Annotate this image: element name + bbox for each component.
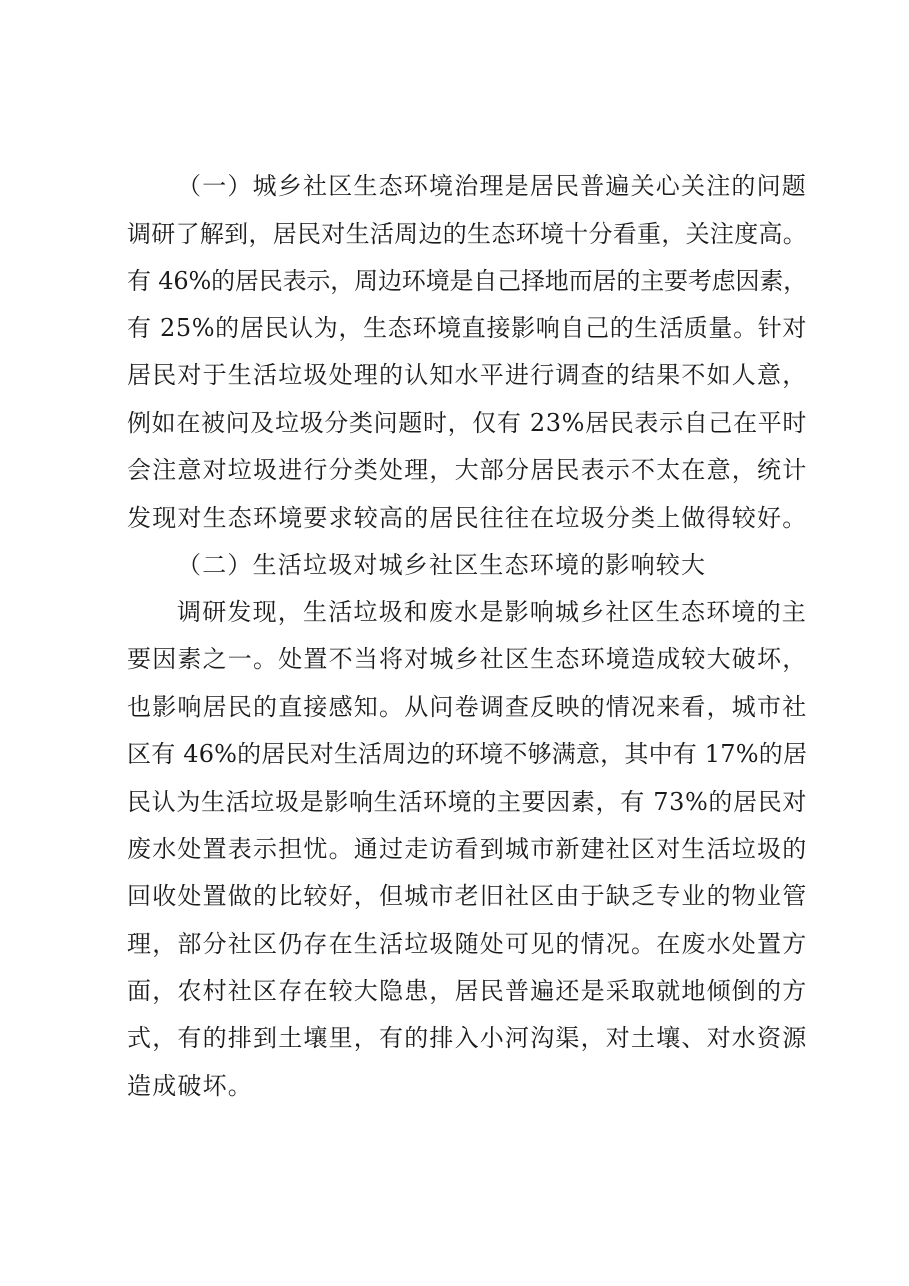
paragraph-1-line: 会注意对垃圾进行分类处理，大部分居民表示不太在意，统计 <box>127 456 808 484</box>
paragraph-2-line: 区有 46%的居民对生活周边的环境不够满意，其中有 17%的居 <box>127 740 808 768</box>
paragraph-2-line: 面，农村社区存在较大隐患，居民普遍还是采取就地倾倒的方 <box>127 977 808 1005</box>
paragraph-2-line: 民认为生活垃圾是影响生活环境的主要因素，有 73%的居民对 <box>127 788 807 816</box>
paragraph-2-first-line: 调研发现，生活垃圾和废水是影响城乡社区生态环境的主 <box>177 598 807 626</box>
paragraph-1-line: 有 25%的居民认为，生态环境直接影响自己的生活质量。针对 <box>127 314 807 342</box>
paragraph-1-line: 例如在被问及垃圾分类问题时，仅有 23%居民表示自己在平时 <box>127 409 807 437</box>
paragraph-1-line: 居民对于生活垃圾处理的认知水平进行调查的结果不如人意， <box>127 361 808 389</box>
paragraph-1-line: 发现对生态环境要求较高的居民往往在垃圾分类上做得较好。 <box>127 504 808 532</box>
section-1-heading: （一）城乡社区生态环境治理是居民普遍关心关注的问题 <box>177 172 807 200</box>
paragraph-1-line: 有 46%的居民表示，周边环境是自己择地而居的主要考虑因素， <box>127 267 807 295</box>
paragraph-2-last-line: 造成破坏。 <box>127 1072 253 1100</box>
section-2-heading: （二）生活垃圾对城乡社区生态环境的影响较大 <box>177 551 707 579</box>
paragraph-2-line: 废水处置表示担忧。通过走访看到城市新建社区对生活垃圾的 <box>127 835 808 863</box>
paragraph-2-line: 也影响居民的直接感知。从问卷调查反映的情况来看，城市社 <box>127 693 808 721</box>
paragraph-1-line: 调研了解到，居民对生活周边的生态环境十分看重，关注度高。 <box>127 220 807 248</box>
paragraph-2-line: 理，部分社区仍存在生活垃圾随处可见的情况。在废水处置方 <box>127 930 808 958</box>
paragraph-2-line: 回收处置做的比较好，但城市老旧社区由于缺乏专业的物业管 <box>127 882 808 910</box>
paragraph-2-line: 要因素之一。处置不当将对城乡社区生态环境造成较大破坏， <box>127 645 808 673</box>
paragraph-2-line: 式，有的排到土壤里，有的排入小河沟渠，对土壤、对水资源 <box>127 1024 808 1052</box>
